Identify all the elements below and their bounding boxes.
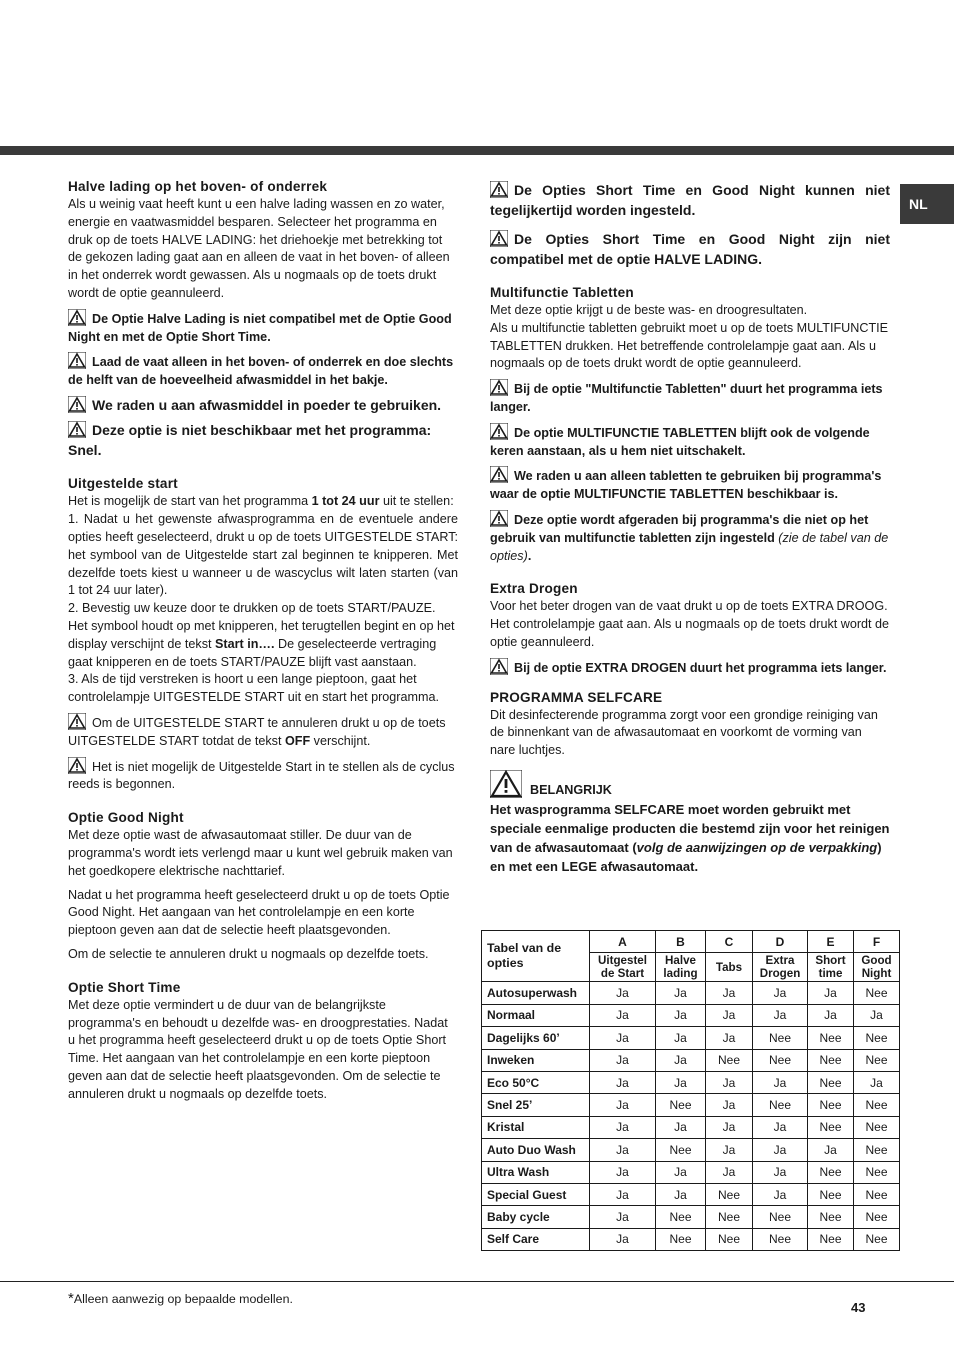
table-row — [482, 1139, 900, 1161]
table-cell: Ja — [590, 1027, 656, 1049]
table-cell: Nee — [854, 1094, 900, 1116]
column-letter: E — [808, 931, 854, 953]
table-cell: Nee — [656, 1206, 706, 1228]
table-cell: Nee — [753, 1049, 808, 1071]
warning-icon — [490, 658, 508, 675]
section-title-good-night: Optie Good Night — [68, 810, 184, 826]
warning-note: We raden u aan alleen tabletten te gebruiken bij programma's waar de optie MULTIFUNCTIE TABLETTEN beschikbaar is. — [490, 466, 890, 504]
page-number: 43 — [851, 1300, 866, 1315]
program-name: Special Guest — [482, 1183, 590, 1205]
warning-note: Het is niet mogelijk de Uitgestelde Start in te stellen als de cyclus reeds is begonnen. — [68, 757, 458, 795]
program-name: Baby cycle — [482, 1206, 590, 1228]
warning-note: Laad de vaat alleen in het boven- of onderrek en doe slechts de helft van de hoeveelheid afwasmiddel in het bakje. — [68, 352, 458, 390]
table-cell: Nee — [808, 1228, 854, 1250]
header-bar — [0, 146, 954, 155]
paragraph: 2. Bevestig uw keuze door te drukken op de toets START/PAUZE. Het symbool houdt op met knipperen, het terugtellen begint en op het display verschijnt de tekst Start in…. De geselecteerde vertraging gaat knipperen en de toets START/PAUZE blijft vast aanstaan. — [68, 601, 455, 669]
table-cell: Ja — [706, 982, 753, 1004]
warning-icon — [68, 421, 86, 438]
program-name: Eco 50°C — [482, 1071, 590, 1093]
table-cell: Ja — [590, 1004, 656, 1026]
column-option: Short time — [808, 953, 854, 982]
program-name: Snel 25’ — [482, 1094, 590, 1116]
column-letter: F — [854, 931, 900, 953]
table-cell: Ja — [706, 1094, 753, 1116]
warning-note: We raden u aan afwasmiddel in poeder te gebruiken. — [68, 396, 458, 416]
table-cell: Nee — [706, 1206, 753, 1228]
table-cell: Ja — [590, 1094, 656, 1116]
table-cell: Ja — [753, 1161, 808, 1183]
table-body — [482, 982, 900, 1251]
paragraph: Dit desinfecterende programma zorgt voor een grondige reiniging van de binnenkant van de afwasautomaat en voorkomt de vorming van nare luchtjes. — [490, 707, 878, 758]
paragraph: Als u weinig vaat heeft kunt u een halve lading wassen en zo water, energie en vaatwasmiddel besparen. Selecteer het programma en druk op de toets HALVE LADING: het driehoekje met betrekking tot de gekozen lading gaat aan en alleen de vaat in het boven- of alleen in het onderrek wordt gewassen. Als u nogmaals op de toets drukt wordt de optie geannuleerd. — [68, 197, 450, 300]
table-cell: Nee — [808, 1206, 854, 1228]
table-corner-label: Tabel van de opties — [482, 931, 590, 982]
section-title-selfcare: PROGRAMMA SELFCARE — [490, 689, 663, 705]
warning-icon — [68, 352, 86, 369]
language-tab: NL — [900, 184, 954, 224]
table-cell: Ja — [590, 982, 656, 1004]
paragraph: Met deze optie krijgt u de beste was- en droogresultaten. — [490, 303, 808, 317]
table-row — [482, 1228, 900, 1250]
table-row — [482, 1161, 900, 1183]
table-cell: Nee — [854, 1027, 900, 1049]
warning-note: De Optie Halve Lading is niet compatibel met de Optie Good Night en met de Optie Short Time. — [68, 309, 458, 347]
table-cell: Ja — [753, 1139, 808, 1161]
table-cell: Nee — [753, 1027, 808, 1049]
table-cell: Nee — [854, 1161, 900, 1183]
table-row — [482, 1116, 900, 1138]
table-cell: Ja — [854, 1004, 900, 1026]
program-name: Auto Duo Wash — [482, 1139, 590, 1161]
warning-note: Het wasprogramma SELFCARE moet worden gebruikt met speciale eenmalige producten die bestemd zijn voor het reinigen van de afwasautomaat (volg de aanwijzingen op de verpakking) en met een LEGE afwasautomaat. — [490, 801, 890, 874]
warning-note: De optie MULTIFUNCTIE TABLETTEN blijft ook de volgende keren aanstaan, als u hem niet uitschakelt. — [490, 423, 890, 461]
table-row — [482, 1206, 900, 1228]
paragraph: Om de selectie te annuleren drukt u nogmaals op dezelfde toets. — [68, 947, 429, 961]
table-cell: Ja — [590, 1228, 656, 1250]
warning-icon — [68, 757, 86, 774]
footer-divider — [0, 1281, 954, 1282]
warning-icon — [490, 230, 508, 247]
table-cell: Nee — [808, 1094, 854, 1116]
program-name: Self Care — [482, 1228, 590, 1250]
warning-note: Deze optie wordt afgeraden bij programma's die niet op het gebruik van multifunctie tabletten zijn ingesteld (zie de tabel van de opties). — [490, 510, 890, 565]
table-cell: Nee — [808, 1049, 854, 1071]
table-row — [482, 1094, 900, 1116]
table-cell: Ja — [753, 1183, 808, 1205]
options-table — [481, 930, 900, 1251]
warning-icon — [68, 396, 86, 413]
table-cell: Ja — [753, 982, 808, 1004]
table-cell: Nee — [753, 1094, 808, 1116]
paragraph: Het is mogelijk de start van het programma 1 tot 24 uur uit te stellen: — [68, 494, 454, 509]
warning-icon — [490, 423, 508, 440]
table-cell: Nee — [854, 1228, 900, 1250]
warning-note: Om de UITGESTELDE START te annuleren drukt u op de toets UITGESTELDE START totdat de tekst OFF verschijnt. — [68, 713, 458, 751]
table-row — [482, 1027, 900, 1049]
table-cell: Ja — [808, 982, 854, 1004]
warning-icon — [68, 309, 86, 326]
table-cell: Ja — [590, 1139, 656, 1161]
table-cell: Ja — [854, 1071, 900, 1093]
paragraph: Met deze optie wast de afwasautomaat stiller. De duur van de programma's wordt iets verlengd maar u kunt wel gebruik maken van het goedkopere elektrische nachttarief. — [68, 828, 453, 878]
table-row — [482, 1071, 900, 1093]
table-row — [482, 982, 900, 1004]
table-cell: Nee — [808, 1027, 854, 1049]
table-cell: Ja — [808, 1139, 854, 1161]
table-cell: Ja — [656, 1161, 706, 1183]
table-cell: Ja — [656, 1183, 706, 1205]
table-cell: Nee — [706, 1228, 753, 1250]
table-cell: Nee — [706, 1183, 753, 1205]
warning-icon — [490, 181, 508, 198]
table-cell: Ja — [706, 1161, 753, 1183]
table-cell: Ja — [656, 1071, 706, 1093]
section-title-short-time: Optie Short Time — [68, 979, 181, 995]
warning-icon — [490, 466, 508, 483]
table-cell: Ja — [656, 1049, 706, 1071]
program-name: Kristal — [482, 1116, 590, 1138]
section-title-extra-drying: Extra Drogen — [490, 581, 578, 597]
paragraph: Als u multifunctie tabletten gebruikt moet u op de toets MULTIFUNCTIE TABLETTEN drukken. Het betreffende controlelampje gaat aan. Als u nogmaals op de toets drukt wordt de optie geannuleerd. — [490, 320, 889, 371]
table-cell: Ja — [590, 1206, 656, 1228]
table-cell: Ja — [753, 1004, 808, 1026]
table-cell: Ja — [808, 1004, 854, 1026]
table-cell: Nee — [808, 1116, 854, 1138]
column-option: Tabs — [706, 953, 753, 982]
warning-icon — [490, 379, 508, 396]
program-name: Inweken — [482, 1049, 590, 1071]
table-cell: Ja — [706, 1004, 753, 1026]
table-row — [482, 1049, 900, 1071]
column-letter: D — [753, 931, 808, 953]
warning-icon — [490, 770, 522, 798]
column-option: Halve lading — [656, 953, 706, 982]
column-letter: A — [590, 931, 656, 953]
table-cell: Nee — [753, 1228, 808, 1250]
table-header-row — [482, 931, 900, 953]
table-cell: Ja — [753, 1071, 808, 1093]
table-cell: Nee — [854, 1206, 900, 1228]
paragraph: 1. Nadat u het gewenste afwasprogramma en de eventuele andere opties heeft geselecteerd, drukt u op de toets UITGESTELDE START: het symbool van de Uitgestelde start zal beginnen te knipperen. Met dezelfde toets kiest u wanneer u de wascyclus wilt laten starten (van 1 tot 24 uur later). — [68, 512, 458, 598]
section-title-delayed-start: Uitgestelde start — [68, 476, 178, 492]
warning-note: Bij de optie EXTRA DROGEN duurt het programma iets langer. — [490, 658, 890, 678]
table-cell: Nee — [753, 1206, 808, 1228]
table-cell: Nee — [854, 982, 900, 1004]
table-cell: Ja — [590, 1183, 656, 1205]
warning-note: Bij de optie "Multifunctie Tabletten" duurt het programma iets langer. — [490, 379, 890, 417]
column-option: Extra Drogen — [753, 953, 808, 982]
warning-note: De Opties Short Time en Good Night zijn niet compatibel met de optie HALVE LADING. — [490, 231, 890, 267]
table-cell: Nee — [656, 1228, 706, 1250]
column-letter: C — [706, 931, 753, 953]
table-cell: Ja — [590, 1161, 656, 1183]
table-row — [482, 1004, 900, 1026]
important-heading: BELANGRIJK — [490, 770, 890, 800]
table-cell: Ja — [656, 1116, 706, 1138]
warning-icon — [68, 713, 86, 730]
right-column — [490, 181, 890, 876]
table-cell: Ja — [590, 1116, 656, 1138]
program-name: Dagelijks 60’ — [482, 1027, 590, 1049]
table-cell: Ja — [656, 1004, 706, 1026]
paragraph: Met deze optie vermindert u de duur van de belangrijkste programma's en behoudt u dezelfde was- en droogprestaties. Nadat u het programma heeft geselecteerd drukt u op de toets Optie Short Time. Het aangaan van het controlelampje en een korte pieptoon geven aan dat de selectie heeft plaatsgevonden. Om de selectie te annuleren drukt u nogmaals op dezelfde toets. — [68, 997, 448, 1101]
table-cell: Nee — [854, 1183, 900, 1205]
warning-note: De Opties Short Time en Good Night kunnen niet tegelijkertijd worden ingesteld. — [490, 182, 890, 218]
table-cell: Nee — [854, 1139, 900, 1161]
paragraph: Nadat u het programma heeft geselecteerd drukt u op de toets Optie Good Night. Het aangaan van het controlelampje en een korte pieptoon geven aan dat de selectie heeft plaatsgevonden. — [68, 887, 450, 938]
table-row — [482, 1183, 900, 1205]
program-name: Ultra Wash — [482, 1161, 590, 1183]
table-cell: Ja — [656, 1027, 706, 1049]
program-name: Normaal — [482, 1004, 590, 1026]
table-cell: Ja — [706, 1027, 753, 1049]
table-cell: Ja — [656, 982, 706, 1004]
table-cell: Nee — [706, 1049, 753, 1071]
warning-note: Deze optie is niet beschikbaar met het programma: Snel. — [68, 422, 432, 458]
table-cell: Ja — [753, 1116, 808, 1138]
column-option: Uitgestel de Start — [590, 953, 656, 982]
table-cell: Nee — [656, 1094, 706, 1116]
paragraph: 3. Als de tijd verstreken is hoort u een lange pieptoon, gaat het controlelampje UITGESTELDE START uit en start het programma. — [68, 672, 439, 705]
table-cell: Nee — [854, 1116, 900, 1138]
table-cell: Nee — [808, 1183, 854, 1205]
table-cell: Ja — [706, 1139, 753, 1161]
column-letter: B — [656, 931, 706, 953]
table-cell: Nee — [656, 1139, 706, 1161]
table-cell: Nee — [808, 1161, 854, 1183]
left-column — [68, 177, 458, 1104]
paragraph: Voor het beter drogen van de vaat drukt u op de toets EXTRA DROOG. Het controlelampje gaat aan. Als u nogmaals op de toets drukt wordt de optie geannuleerd. — [490, 599, 890, 649]
table-cell: Ja — [706, 1071, 753, 1093]
column-option: Good Night — [854, 953, 900, 982]
table-cell: Nee — [854, 1049, 900, 1071]
program-name: Autosuperwash — [482, 982, 590, 1004]
section-title-multifunction-tablets: Multifunctie Tabletten — [490, 285, 634, 300]
section-title-half-load: Halve lading op het boven- of onderrek — [68, 179, 328, 194]
table-cell: Nee — [808, 1071, 854, 1093]
table-cell: Ja — [590, 1049, 656, 1071]
table-cell: Ja — [590, 1071, 656, 1093]
warning-icon — [490, 510, 508, 527]
table-cell: Ja — [706, 1116, 753, 1138]
footnote: *Alleen aanwezig op bepaalde modellen. — [68, 1290, 293, 1307]
